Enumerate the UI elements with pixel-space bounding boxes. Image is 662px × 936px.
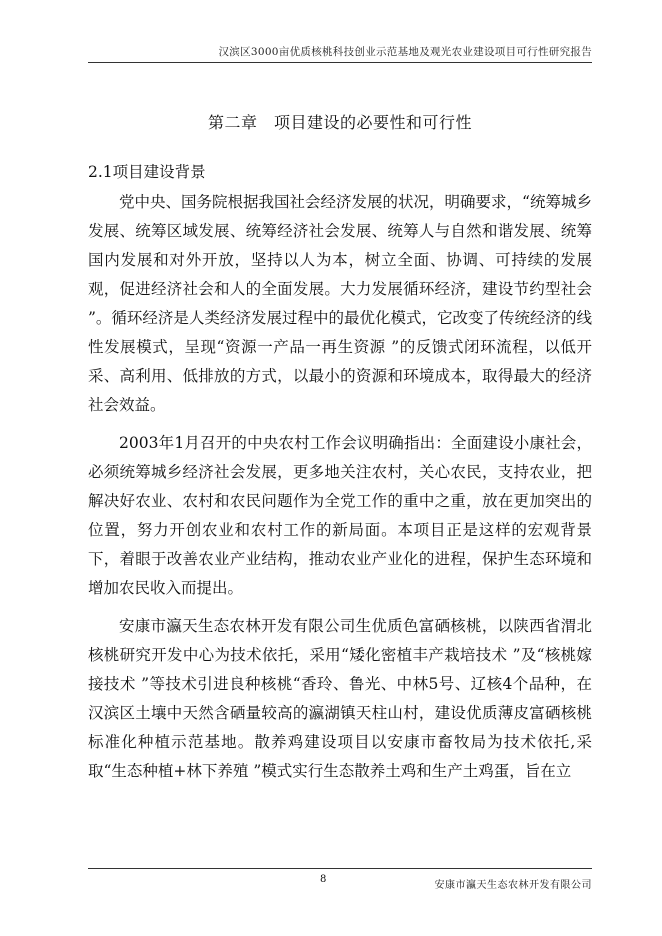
- chapter-title: 第二章 项目建设的必要性和可行性: [207, 113, 472, 132]
- body-text: [88, 188, 592, 795]
- page-number: 8: [320, 874, 327, 885]
- paragraph-3: 安康市瀛天生态农林开发有限公司生优质色富硒核桃，以陕西省渭北核桃研究开发中心为技术依托，采用“矮化密植丰产栽培技术 ”及“核桃嫁接技术 ”等技术引进良种核桃“香玲、鲁光、中林5号、辽核4个品种，在汉滨区土壤中天然含硒量较高的瀛湖镇天柱山村，建设优质薄皮富硒核桃标准化种植示范基地。散养鸡建设项目以安康市畜牧局为技术依托,采取“生态种植+林下养殖 ”模式实行生态散养土鸡和生产土鸡蛋，旨在立: [88, 617, 592, 780]
- paragraph-1: 党中央、国务院根据我国社会经济发展的状况，明确要求，“统筹城乡发展、统筹区域发展、统筹经济社会发展、统筹人与自然和谐发展、统筹国内发展和对外开放，坚持以人为本，树立全面、协调、可持续的发展观，促进经济社会和人的全面发展。大力发展循环经济，建设节约型社会 ”。循环经济是人类经济发展过程中的最优化模式，它改变了传统经济的线性发展模式，呈现“资源一产品一再生资源 ”的反馈式闭环流程，以低开采、高利用、低排放的方式，以最小的资源和环境成本，取得最大的经济社会效益。: [88, 193, 592, 414]
- header-rule: [88, 62, 592, 63]
- footer-company: 安康市瀛天生态农林开发有限公司: [434, 880, 592, 891]
- section-heading: 2.1项目建设背景: [88, 163, 206, 181]
- footer-rule: [88, 868, 592, 869]
- page-header: 汉滨区3000亩优质核桃科技创业示范基地及观光农业建设项目可行性研究报告: [218, 46, 592, 58]
- paragraph-2: 2003年1月召开的中央农村工作会议明确指出：全面建设小康社会，必须统筹城乡经济社会发展，更多地关注农村，关心农民，支持农业，把解决好农业、农村和农民问题作为全党工作的重中之重，放在更加突出的位置，努力开创农业和农村工作的新局面。本项目正是这样的宏观背景下，着眼于改善农业产业结构，推动农业产业化的进程，保护生态环境和增加农民收入而提出。: [88, 434, 592, 597]
